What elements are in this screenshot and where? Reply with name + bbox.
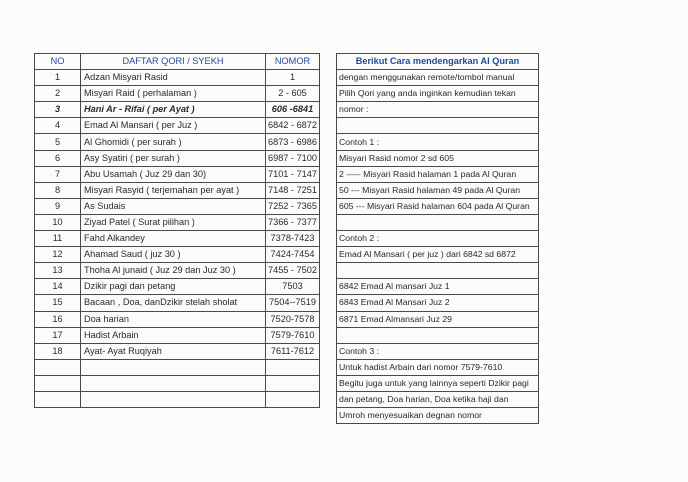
instruction-line: 50 --- Misyari Rasid halaman 49 pada Al Quran	[337, 182, 539, 198]
qori-table-header-row	[35, 54, 320, 70]
qori-nomor: 7611-7612	[266, 343, 320, 359]
table-row	[337, 150, 539, 166]
instruction-line: 6871 Emad Almansari Juz 29	[337, 311, 539, 327]
qori-name: Al Ghomidi ( per surah )	[81, 134, 266, 150]
table-row	[35, 70, 320, 86]
qori-nomor: 7504--7519	[266, 295, 320, 311]
qori-name	[81, 375, 266, 391]
row-number: 5	[35, 134, 81, 150]
row-number: 8	[35, 182, 81, 198]
qori-nomor: 1	[266, 70, 320, 86]
table-row	[337, 311, 539, 327]
table-row	[337, 214, 539, 230]
instruction-line: 2 ----- Misyari Rasid halaman 1 pada Al Quran	[337, 166, 539, 182]
table-row	[337, 70, 539, 86]
qori-nomor: 7148 - 7251	[266, 182, 320, 198]
qori-nomor: 7579-7610	[266, 327, 320, 343]
qori-name: Hadist Arbain	[81, 327, 266, 343]
table-row	[35, 134, 320, 150]
table-row	[35, 182, 320, 198]
qori-name: Abu Usamah ( Juz 29 dan 30)	[81, 166, 266, 182]
instruction-line	[337, 327, 539, 343]
row-number	[35, 375, 81, 391]
instruction-line	[337, 214, 539, 230]
instruction-line: Begitu juga untuk yang lainnya seperti Dzikir pagi	[337, 375, 539, 391]
instruction-line: nomor :	[337, 102, 539, 118]
table-row	[35, 263, 320, 279]
table-row	[35, 359, 320, 375]
table-row	[337, 118, 539, 134]
qori-name	[81, 391, 266, 407]
qori-name: Misyari Rasyid ( terjemahan per ayat )	[81, 182, 266, 198]
qori-nomor: 7424-7454	[266, 247, 320, 263]
qori-name: Emad Al Mansari ( per Juz )	[81, 118, 266, 134]
table-row	[35, 198, 320, 214]
qori-nomor: 7101 - 7147	[266, 166, 320, 182]
instruction-line: Untuk hadist Arbain dari nomor 7579-7610	[337, 359, 539, 375]
row-number: 4	[35, 118, 81, 134]
qori-name: As Sudais	[81, 198, 266, 214]
qori-name: Thoha Al junaid ( Juz 29 dan Juz 30 )	[81, 263, 266, 279]
row-number: 10	[35, 214, 81, 230]
qori-nomor: 7252 - 7365	[266, 198, 320, 214]
qori-nomor: 7366 - 7377	[266, 214, 320, 230]
qori-list-table	[34, 53, 320, 408]
table-row	[337, 359, 539, 375]
table-row	[35, 343, 320, 359]
table-row	[337, 231, 539, 247]
qori-nomor: 6842 - 6872	[266, 118, 320, 134]
table-row	[35, 102, 320, 118]
qori-name: Dzikir pagi dan petang	[81, 279, 266, 295]
instruction-line: Misyari Rasid nomor 2 sd 605	[337, 150, 539, 166]
table-row	[35, 166, 320, 182]
row-number: 6	[35, 150, 81, 166]
table-row	[337, 295, 539, 311]
table-row	[35, 247, 320, 263]
qori-name: Misyari Raid ( perhalaman )	[81, 86, 266, 102]
instruction-line: 6843 Emad Al Mansari Juz 2	[337, 295, 539, 311]
table-row	[337, 391, 539, 407]
table-row	[35, 86, 320, 102]
qori-name: Doa harian	[81, 311, 266, 327]
row-number	[35, 391, 81, 407]
row-number: 17	[35, 327, 81, 343]
row-number: 14	[35, 279, 81, 295]
table-row	[35, 391, 320, 407]
row-number: 13	[35, 263, 81, 279]
table-row	[35, 279, 320, 295]
qori-name: Ahamad Saud ( juz 30 )	[81, 247, 266, 263]
qori-name: Fahd Alkandey	[81, 231, 266, 247]
instruction-line: Contoh 3 :	[337, 343, 539, 359]
instructions-table	[336, 53, 539, 424]
table-row	[337, 247, 539, 263]
table-row	[35, 150, 320, 166]
qori-nomor	[266, 391, 320, 407]
row-number: 2	[35, 86, 81, 102]
instruction-line: Pilih Qori yang anda inginkan kemudian tekan	[337, 86, 539, 102]
row-number: 15	[35, 295, 81, 311]
row-number: 18	[35, 343, 81, 359]
instruction-line	[337, 118, 539, 134]
row-number: 1	[35, 70, 81, 86]
table-row	[35, 231, 320, 247]
row-number	[35, 359, 81, 375]
qori-nomor	[266, 375, 320, 391]
table-row	[337, 375, 539, 391]
instruction-line: Contoh 1 :	[337, 134, 539, 150]
qori-nomor: 7520-7578	[266, 311, 320, 327]
instruction-line: 605 --- Misyari Rasid halaman 604 pada Al Quran	[337, 198, 539, 214]
instruction-line	[337, 263, 539, 279]
qori-nomor: 7378-7423	[266, 231, 320, 247]
instruction-line: Emad Al Mansari ( per juz ) dari 6842 sd 6872	[337, 247, 539, 263]
instructions-header: Berikut Cara mendengarkan Al Quran	[337, 54, 539, 70]
qori-nomor: 2 - 605	[266, 86, 320, 102]
table-row	[35, 118, 320, 134]
qori-name: Ziyad Patel ( Surat pilihan )	[81, 214, 266, 230]
table-row	[35, 295, 320, 311]
qori-nomor	[266, 359, 320, 375]
row-number: 11	[35, 231, 81, 247]
row-number: 16	[35, 311, 81, 327]
row-number: 12	[35, 247, 81, 263]
qori-name: Asy Syatiri ( per surah )	[81, 150, 266, 166]
instruction-line: Contoh 2 :	[337, 231, 539, 247]
table-row	[35, 311, 320, 327]
table-row	[337, 343, 539, 359]
row-number: 9	[35, 198, 81, 214]
header-nomor: NOMOR	[266, 54, 320, 70]
table-row	[337, 182, 539, 198]
table-row	[35, 327, 320, 343]
table-row	[337, 102, 539, 118]
table-row	[337, 263, 539, 279]
qori-name: Ayat- Ayat Ruqiyah	[81, 343, 266, 359]
table-row	[337, 327, 539, 343]
instruction-line: dan petang, Doa harian, Doa ketika haji dan	[337, 391, 539, 407]
table-row	[337, 134, 539, 150]
instruction-line: dengan menggunakan remote/tombol manual	[337, 70, 539, 86]
row-number: 3	[35, 102, 81, 118]
qori-nomor: 6987 - 7100	[266, 150, 320, 166]
qori-name: Hani Ar - Rifai ( per Ayat )	[81, 102, 266, 118]
qori-nomor: 6873 - 6986	[266, 134, 320, 150]
table-row	[337, 198, 539, 214]
header-no: NO	[35, 54, 81, 70]
qori-nomor: 7455 - 7502	[266, 263, 320, 279]
table-row	[337, 166, 539, 182]
header-daftar-qori: DAFTAR QORI / SYEKH	[81, 54, 266, 70]
qori-name	[81, 359, 266, 375]
table-row	[337, 408, 539, 424]
table-row	[337, 86, 539, 102]
table-row	[35, 375, 320, 391]
table-row	[337, 279, 539, 295]
qori-name: Bacaan , Doa, danDzikir stelah sholat	[81, 295, 266, 311]
instruction-line: 6842 Emad Al mansari Juz 1	[337, 279, 539, 295]
table-row	[35, 214, 320, 230]
row-number: 7	[35, 166, 81, 182]
instructions-header-row	[337, 54, 539, 70]
qori-nomor: 606 -6841	[266, 102, 320, 118]
instruction-line: Umroh menyesuaikan degnan nomor	[337, 408, 539, 424]
qori-name: Adzan Misyari Rasid	[81, 70, 266, 86]
qori-nomor: 7503	[266, 279, 320, 295]
